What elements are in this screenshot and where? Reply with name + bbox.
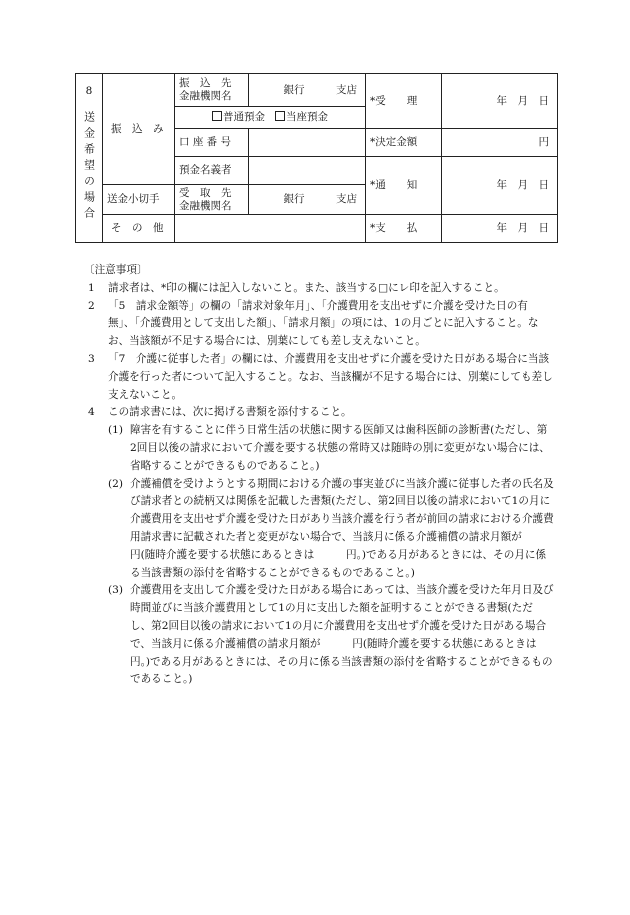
receiver-field[interactable]: 銀行 支店 bbox=[249, 185, 366, 215]
subitem-text: 介護費用を支出して介護を受けた日がある場合にあっては、当該介護を受けた年月日及び時間並びに当該介護費用として1の月に支出した額を証明することができる書類(ただし、第2回目以後の請求において1の月に介護費用を支出せず介護を受けた日がある場合で、当該月に係る介護補償の請求月額が 円(随時介護を要する状態にあるときは 円。)である月があるときには、その月に係る当該書類の添付を省略することができるものであること。) bbox=[130, 584, 569, 686]
note-text: 「7 介護に従事した者」の欄には、介護費用を支出せずに介護を受けた日がある場合に当該介護を行った者について記入すること。なお、当該欄が不足する場合には、別葉にしても差し支えないこと。 bbox=[108, 352, 553, 401]
note-subitem-1 bbox=[110, 422, 554, 475]
payment-date-field[interactable]: 年 月 日 bbox=[442, 215, 558, 243]
note-subitem-2 bbox=[110, 476, 554, 583]
ordinary-deposit-label: 普通預金 bbox=[222, 111, 265, 123]
subitem-number: (1) bbox=[108, 424, 124, 437]
account-number-label: 口 座 番 号 bbox=[175, 129, 249, 157]
decision-amount-field[interactable]: 円 bbox=[442, 129, 558, 157]
bank-label-line1: 振 込 先 bbox=[179, 77, 232, 89]
section-cell bbox=[76, 74, 103, 243]
receiver-label bbox=[175, 185, 249, 215]
note-subitem-3 bbox=[108, 582, 569, 689]
note-number: 2 bbox=[88, 299, 95, 312]
note-text: 「5 請求金額等」の欄の「請求対象年月」、「介護費用を支出せずに介護を受けた日の有無」、「介護費用として支出した額」、「請求月額」の項には、1の月ごとに記入すること。なお、当該額が不足する場合には、別葉にしても差し支えないこと。 bbox=[108, 299, 539, 348]
other-field[interactable] bbox=[175, 215, 366, 243]
bank-label-line2: 金融機関名 bbox=[179, 90, 232, 102]
receipt-date-field[interactable]: 年 月 日 bbox=[442, 74, 558, 129]
note-number: 3 bbox=[88, 352, 95, 365]
decision-label: *決定金額 bbox=[366, 129, 442, 157]
ordinary-deposit-checkbox[interactable] bbox=[212, 111, 222, 121]
current-deposit-checkbox[interactable] bbox=[275, 111, 285, 121]
note-number: 4 bbox=[88, 406, 95, 419]
bank-field[interactable]: 銀行 支店 bbox=[249, 74, 366, 107]
note-item-2 bbox=[88, 298, 554, 351]
receiver-label-line1: 受 取 先 bbox=[179, 186, 232, 199]
note-item-3 bbox=[88, 351, 554, 404]
subitem-number: (2) bbox=[108, 477, 124, 490]
check-label: 送金小切手 bbox=[103, 185, 175, 215]
subitem-text: 障害を有することに伴う日常生活の状態に関する医師又は歯科医師の診断書(ただし、第2回目以後の請求において介護を要する状態の常時又は随時の別に変更がない場合には、省略することができるものであること。) bbox=[130, 424, 550, 472]
deposit-type-cell bbox=[175, 107, 366, 129]
notice-label: *通 知 bbox=[366, 157, 442, 215]
payment-label: *支 払 bbox=[366, 215, 442, 243]
bank-label bbox=[175, 74, 249, 107]
note-item-4 bbox=[88, 404, 554, 422]
note-item-1 bbox=[88, 280, 554, 298]
section-number: 8 bbox=[85, 84, 93, 97]
note-text: 請求者は、*印の欄には記入しないこと。また、該当する□にレ印を記入すること。 bbox=[108, 281, 505, 294]
remittance-table bbox=[75, 73, 558, 243]
notes-section bbox=[82, 262, 569, 689]
subitem-text: 介護補償を受けようとする期間における介護の事実並びに当該介護に従事した者の氏名及び請求者との続柄又は関係を記載した書類(ただし、第2回目以後の請求において1の月に介護費用を支出せず介護を受けた日があり当該介護を行う者が前回の請求における介護費用請求書に記載された者と変更がない場合で、当該月に係る介護補償の請求月額が 円(随時介護を要する状態にあるときは 円。)である月があるときには、その月に係る当該書類の添付を省略することができるものであること。) bbox=[130, 477, 554, 579]
section-label: 送金希望の場合 bbox=[82, 110, 96, 223]
note-number: 1 bbox=[88, 281, 95, 294]
receipt-label: *受 理 bbox=[366, 74, 442, 129]
account-number-field[interactable] bbox=[249, 129, 366, 157]
account-holder-field[interactable] bbox=[249, 157, 366, 185]
notes-heading: 〔注意事項〕 bbox=[84, 264, 148, 276]
note-text: この請求書には、次に掲げる書類を添付すること。 bbox=[108, 406, 352, 419]
account-holder-label: 預金名義者 bbox=[175, 157, 249, 185]
receiver-label-line2: 金融機関名 bbox=[179, 199, 232, 212]
furikomi-label: 振 込 み bbox=[103, 74, 175, 185]
notice-date-field[interactable]: 年 月 日 bbox=[442, 157, 558, 215]
subitem-number: (3) bbox=[108, 584, 124, 597]
other-label: そ の 他 bbox=[103, 215, 175, 243]
current-deposit-label: 当座預金 bbox=[286, 111, 328, 123]
